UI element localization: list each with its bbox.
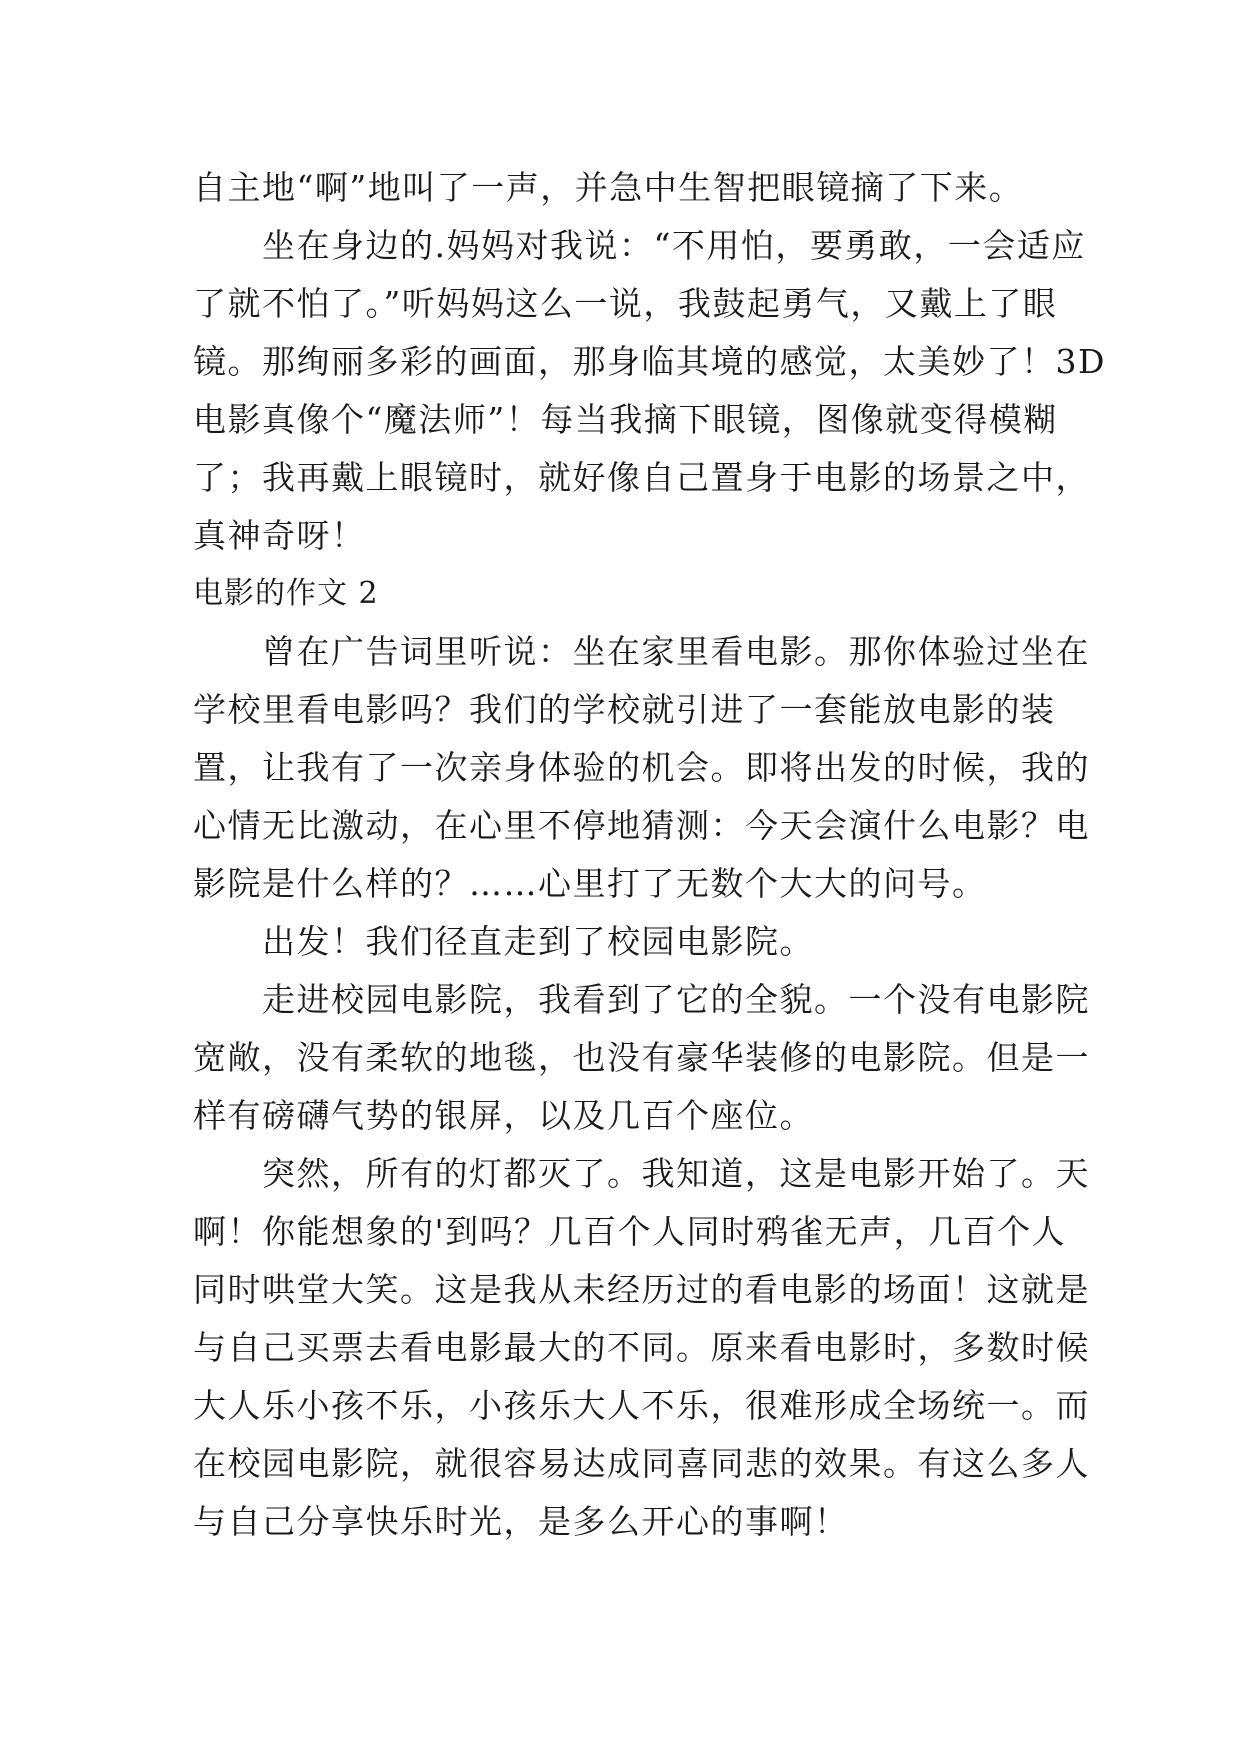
text-line: 置，让我有了一次亲身体验的机会。即将出发的时候，我的 bbox=[193, 748, 1090, 787]
text-line: 走进校园电影院，我看到了它的全貌。一个没有电影院 bbox=[193, 980, 1090, 1019]
text-line: 与自己买票去看电影最大的不同。原来看电影时，多数时候 bbox=[193, 1328, 1090, 1367]
text-line: 镜。那绚丽多彩的画面，那身临其境的感觉，太美妙了！3D bbox=[193, 342, 1106, 381]
text-line: 样有磅礴气势的银屏，以及几百个座位。 bbox=[193, 1096, 814, 1135]
text-line: 曾在广告词里听说：坐在家里看电影。那你体验过坐在 bbox=[193, 632, 1090, 671]
text-line: 出发！我们径直走到了校园电影院。 bbox=[193, 922, 814, 961]
text-line: 啊！你能想象的'到吗？几百个人同时鸦雀无声，几百个人 bbox=[193, 1212, 1067, 1251]
text-line: 同时哄堂大笑。这是我从未经历过的看电影的场面！这就是 bbox=[193, 1270, 1090, 1309]
text-line: 大人乐小孩不乐，小孩乐大人不乐，很难形成全场统一。而 bbox=[193, 1386, 1090, 1425]
text-line: 突然，所有的灯都灭了。我知道，这是电影开始了。天 bbox=[193, 1154, 1090, 1193]
text-line: 了；我再戴上眼镜时，就好像自己置身于电影的场景之中， bbox=[193, 458, 1090, 497]
text-line: 与自己分享快乐时光，是多么开心的事啊！ bbox=[193, 1502, 849, 1541]
text-line: 了就不怕了。”听妈妈这么一说，我鼓起勇气，又戴上了眼 bbox=[193, 284, 1058, 323]
text-line: 影院是什么样的？……心里打了无数个大大的问号。 bbox=[193, 864, 987, 903]
section-title: 电影的作文 2 bbox=[193, 576, 379, 611]
text-line: 在校园电影院，就很容易达成同喜同悲的效果。有这么多人 bbox=[193, 1444, 1090, 1483]
text-line: 宽敞，没有柔软的地毯，也没有豪华装修的电影院。但是一 bbox=[193, 1038, 1090, 1077]
text-line: 自主地“啊”地叫了一声，并急中生智把眼镜摘了下来。 bbox=[193, 168, 1024, 207]
text-line: 心情无比激动，在心里不停地猜测：今天会演什么电影？电 bbox=[193, 806, 1090, 845]
text-line: 坐在身边的.妈妈对我说：“不用怕，要勇敢，一会适应 bbox=[193, 226, 1086, 265]
text-line: 学校里看电影吗？我们的学校就引进了一套能放电影的装 bbox=[193, 690, 1056, 729]
text-line: 电影真像个“魔法师”！每当我摘下眼镜，图像就变得模糊 bbox=[193, 400, 1058, 439]
text-line: 真神奇呀！ bbox=[193, 516, 366, 555]
